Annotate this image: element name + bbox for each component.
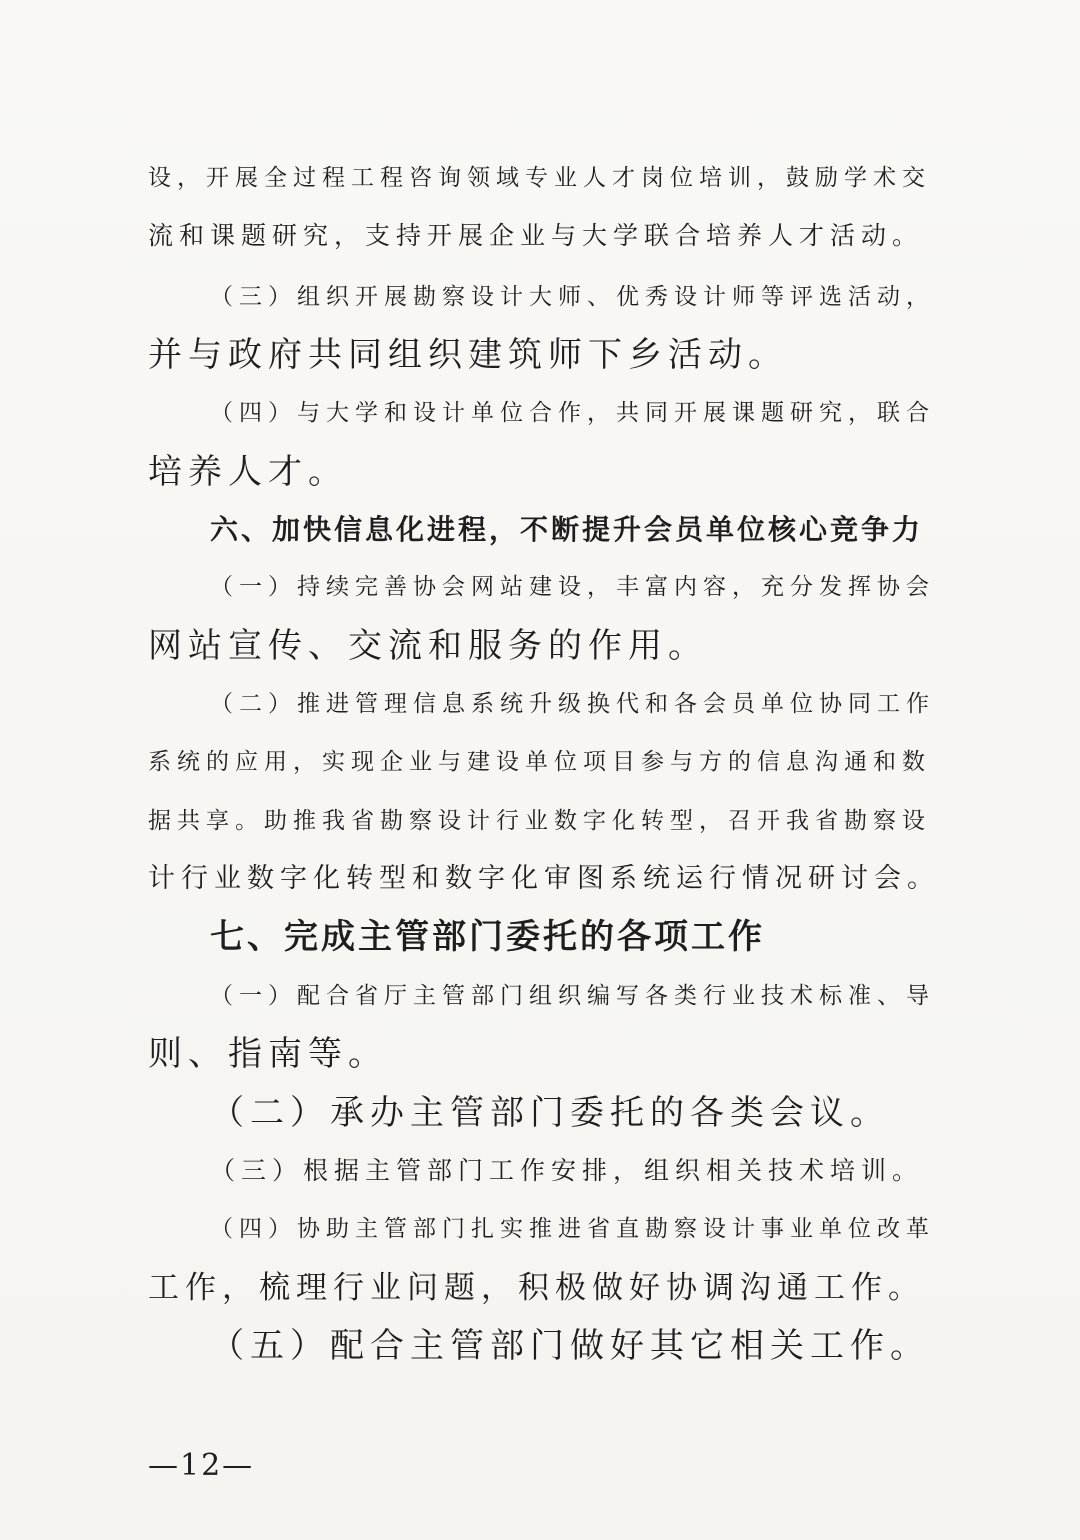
body-line: 设，开展全过程工程咨询领域专业人才岗位培训，鼓励学术交 bbox=[148, 165, 931, 191]
body-line: （三）根据主管部门工作安排，组织相关技术培训。 bbox=[210, 1156, 924, 1185]
body-line: 系统的应用，实现企业与建设单位项目参与方的信息沟通和数 bbox=[148, 749, 931, 775]
section-heading: 六、加快信息化进程，不断提升会员单位核心竞争力 bbox=[210, 513, 924, 546]
body-line: 并与政府共同组织建筑师下乡活动。 bbox=[148, 335, 788, 375]
body-line: （一）持续完善协会网站建设，丰富内容，充分发挥协会 bbox=[210, 574, 935, 600]
body-line: （四）协助主管部门扎实推进省直勘察设计事业单位改革 bbox=[210, 1216, 935, 1242]
body-line: 计行业数字化转型和数字化审图系统运行情况研讨会。 bbox=[148, 863, 940, 894]
body-line: （三）组织开展勘察设计大师、优秀设计师等评选活动， bbox=[210, 284, 935, 310]
body-line: 网站宣传、交流和服务的作用。 bbox=[148, 626, 708, 666]
body-line: 则、指南等。 bbox=[148, 1034, 388, 1074]
body-line: （四）与大学和设计单位合作，共同开展课题研究，联合 bbox=[210, 400, 935, 426]
body-line: 工作，梳理行业问题，积极做好协调沟通工作。 bbox=[148, 1270, 925, 1306]
body-line: （五）配合主管部门做好其它相关工作。 bbox=[210, 1326, 930, 1366]
section-heading: 七、完成主管部门委托的各项工作 bbox=[210, 917, 765, 957]
page-number: —12— bbox=[148, 1448, 255, 1483]
body-line: （二）推进管理信息系统升级换代和各会员单位协同工作 bbox=[210, 691, 935, 717]
body-line: 流和课题研究，支持开展企业与大学联合培养人才活动。 bbox=[148, 221, 924, 250]
body-line: （一）配合省厅主管部门组织编写各类行业技术标准、导 bbox=[210, 983, 935, 1009]
body-line: 据共享。助推我省勘察设计行业数字化转型，召开我省勘察设 bbox=[148, 808, 931, 834]
body-line: 培养人才。 bbox=[148, 452, 348, 492]
body-line: （二）承办主管部门委托的各类会议。 bbox=[210, 1093, 890, 1133]
